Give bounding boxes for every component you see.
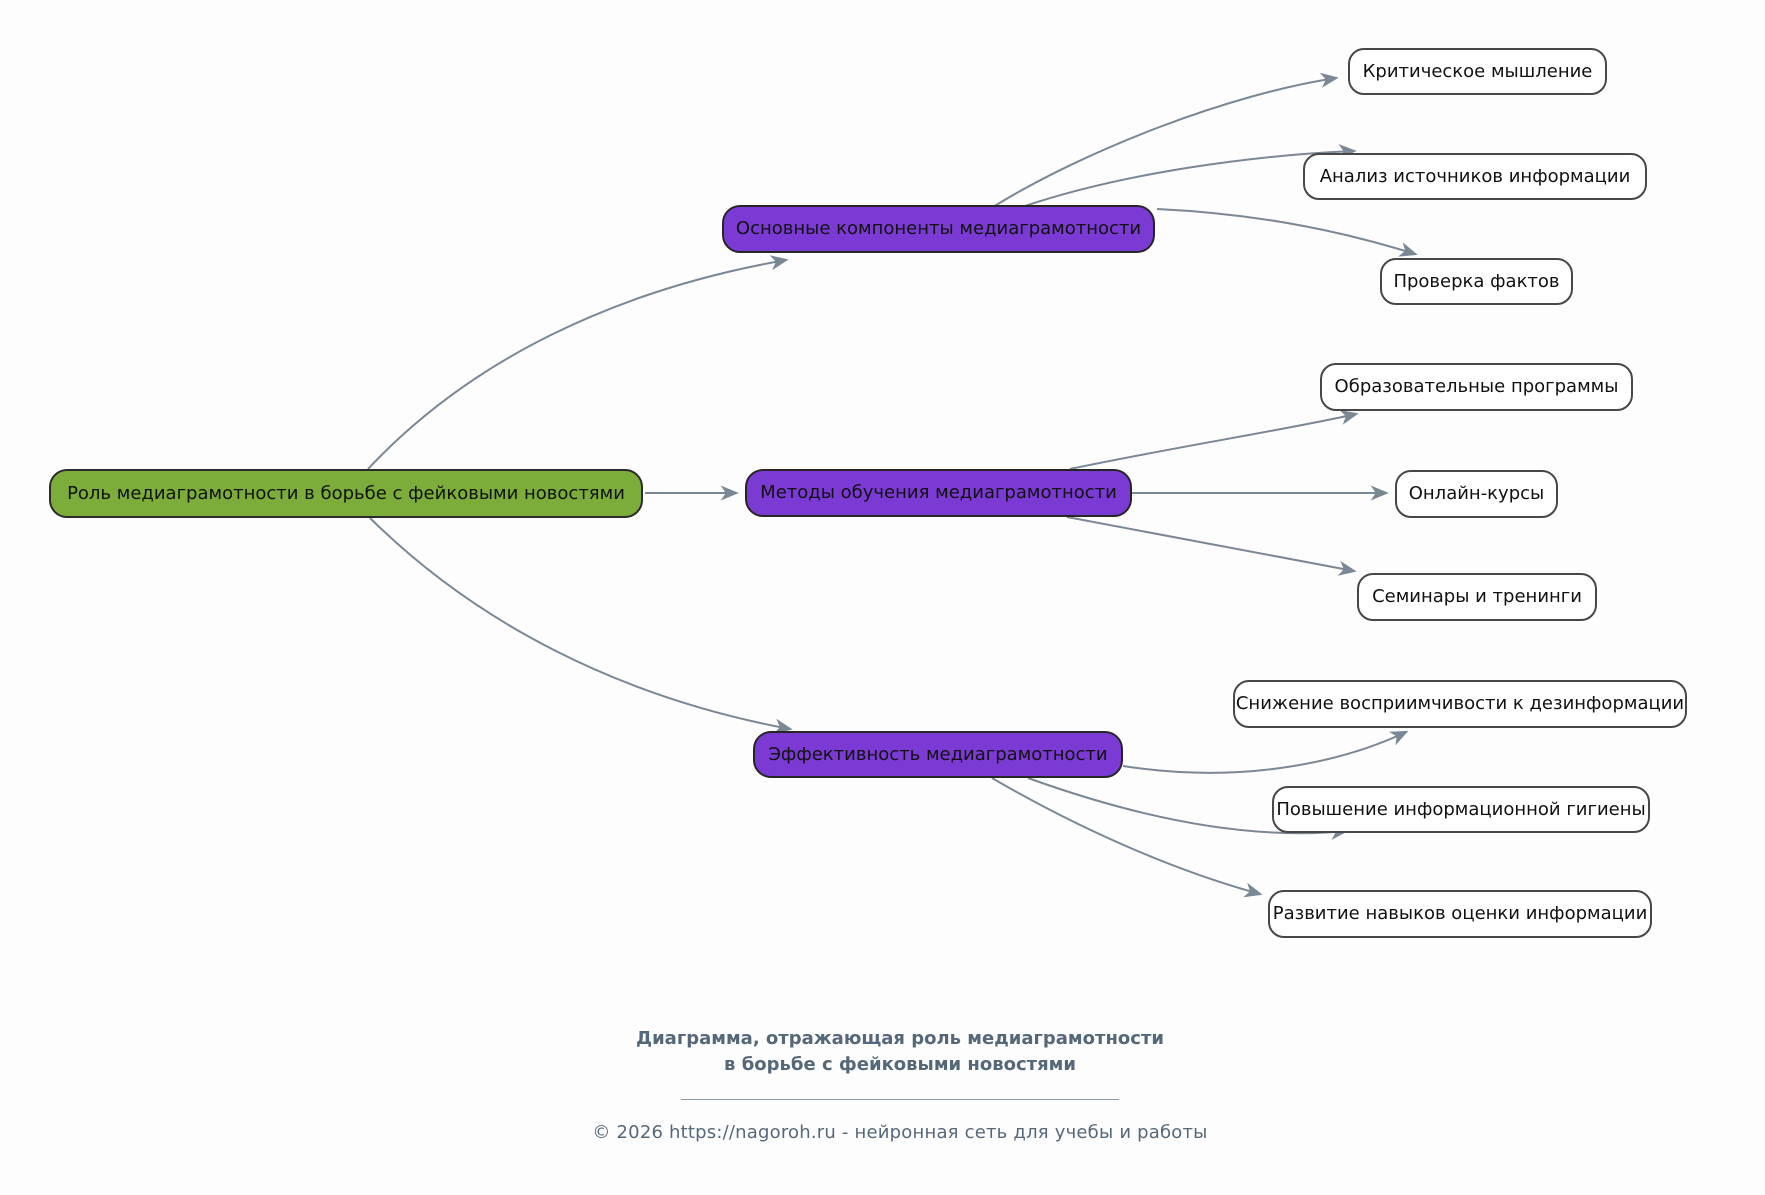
node-root <box>49 469 643 518</box>
caption-title: Диаграмма, отражающая роль медиаграмотности в борьбе с фейковыми новостями <box>636 1028 1164 1076</box>
node-leaf-fact-checking <box>1380 258 1573 305</box>
caption-footer: © 2026 https://nagoroh.ru - нейронная сеть для учебы и работы <box>592 1122 1208 1144</box>
node-leaf-source-analysis-label: Анализ источников информации <box>1319 165 1631 187</box>
node-leaf-info-hygiene-label: Повышение информационной гигиены <box>1276 798 1646 820</box>
node-leaf-seminars-label: Семинары и тренинги <box>1372 586 1582 607</box>
caption <box>540 1026 1260 1143</box>
edge-root-to-effectiveness <box>370 518 790 729</box>
node-leaf-edu-programs <box>1320 363 1633 411</box>
node-leaf-reduced-susceptibility <box>1233 680 1687 728</box>
node-leaf-edu-programs-label: Образовательные программы <box>1334 376 1619 397</box>
node-leaf-reduced-susceptibility-label: Снижение восприимчивости к дезинформации <box>1235 693 1685 714</box>
node-branch-effectiveness-label: Эффективность медиаграмотности <box>768 743 1108 765</box>
node-branch-components-label: Основные компоненты медиаграмотности <box>735 218 1142 239</box>
node-leaf-source-analysis <box>1303 153 1647 200</box>
node-root-label: Роль медиаграмотности в борьбе с фейковыми новостями <box>67 482 625 504</box>
caption-divider <box>681 1099 1119 1100</box>
node-leaf-evaluation-skills-label: Развитие навыков оценки информации <box>1272 903 1648 924</box>
edge-root-to-components <box>368 260 786 469</box>
node-branch-methods <box>745 469 1132 517</box>
node-leaf-evaluation-skills <box>1268 890 1652 938</box>
edge-components-to-fact-checking <box>1157 209 1415 254</box>
node-leaf-info-hygiene <box>1272 786 1650 833</box>
edge-methods-to-seminars <box>1067 517 1354 571</box>
node-leaf-online-courses-label: Онлайн-курсы <box>1408 483 1545 504</box>
node-leaf-critical-thinking-label: Критическое мышление <box>1362 60 1593 82</box>
node-leaf-seminars <box>1357 573 1597 621</box>
node-leaf-online-courses <box>1395 470 1558 518</box>
edge-components-to-critical-thinking <box>993 78 1336 207</box>
node-leaf-fact-checking-label: Проверка фактов <box>1393 270 1560 292</box>
edge-methods-to-edu-programs <box>1070 414 1356 469</box>
node-branch-methods-label: Методы обучения медиаграмотности <box>760 482 1117 503</box>
edge-effectiveness-to-evaluation-skills <box>992 778 1260 894</box>
node-branch-effectiveness <box>753 731 1123 778</box>
node-branch-components <box>722 205 1155 253</box>
node-leaf-critical-thinking <box>1348 48 1607 95</box>
edge-effectiveness-to-reduced-susceptibility <box>1123 732 1406 773</box>
